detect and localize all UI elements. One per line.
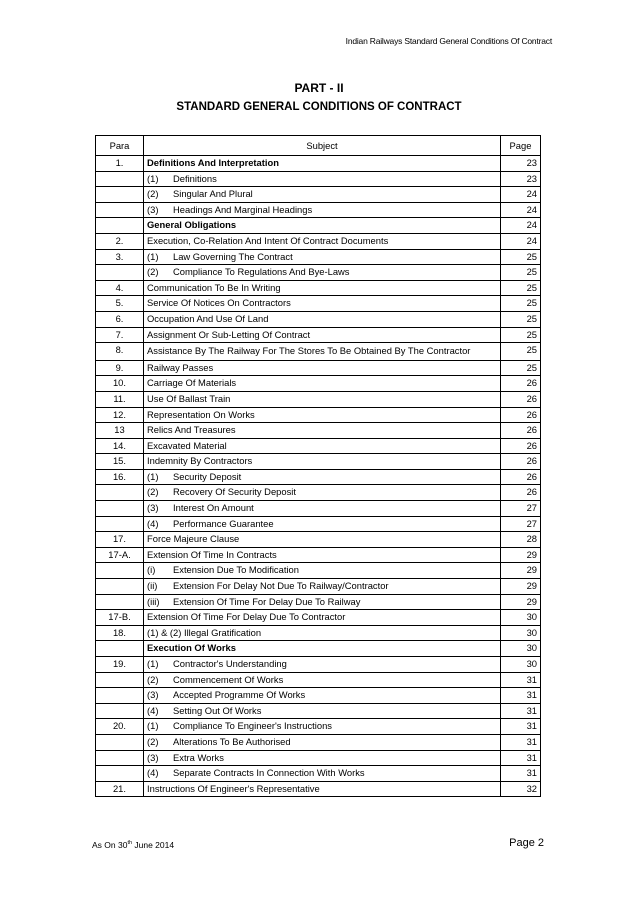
page-ref: 24 <box>501 202 541 218</box>
subject-text: Use Of Ballast Train <box>147 392 231 404</box>
subject-text: Law Governing The Contract <box>173 250 293 262</box>
sub-clause-label: (3) <box>147 751 159 763</box>
table-row <box>96 657 541 673</box>
sub-clause-label: (1) <box>147 172 159 184</box>
para-number: 8. <box>96 343 144 361</box>
subject-text: Security Deposit <box>173 470 242 482</box>
table-row <box>96 766 541 782</box>
para-number: 2. <box>96 233 144 249</box>
table-row <box>96 734 541 750</box>
subject-text: Alterations To Be Authorised <box>173 735 291 747</box>
subject-text: Performance Guarantee <box>173 517 274 529</box>
subject-text: Indemnity By Contractors <box>147 455 253 467</box>
subject-text: Accepted Programme Of Works <box>173 689 306 701</box>
table-row <box>96 171 541 187</box>
para-number: 17-B. <box>96 610 144 626</box>
page-ref: 31 <box>501 719 541 735</box>
subject-cell <box>144 454 501 470</box>
page-ref: 31 <box>501 750 541 766</box>
table-row <box>96 156 541 172</box>
para-number: 14. <box>96 438 144 454</box>
page-ref: 25 <box>501 327 541 343</box>
table-row <box>96 610 541 626</box>
table-row <box>96 249 541 265</box>
table-row <box>96 233 541 249</box>
subject-text: (1) & (2) Illegal Gratification <box>147 626 262 638</box>
page-ref: 25 <box>501 296 541 312</box>
sub-clause-label: (2) <box>147 188 159 200</box>
subject-cell <box>144 171 501 187</box>
table-row <box>96 311 541 327</box>
para-number <box>96 171 144 187</box>
subject-text: Separate Contracts In Connection With Works <box>173 767 365 779</box>
document-title: STANDARD GENERAL CONDITIONS OF CONTRACT <box>176 101 462 113</box>
para-number: 11. <box>96 391 144 407</box>
page-ref: 25 <box>501 360 541 376</box>
subject-cell <box>144 719 501 735</box>
page-ref: 25 <box>501 249 541 265</box>
table-header-row <box>96 136 541 156</box>
subject-cell <box>144 516 501 532</box>
subject-cell <box>144 407 501 423</box>
sub-clause-label: (1) <box>147 470 159 482</box>
page-ref: 30 <box>501 625 541 641</box>
sub-clause-label: (ii) <box>147 580 158 592</box>
para-number: 6. <box>96 311 144 327</box>
table-row <box>96 454 541 470</box>
table-row <box>96 594 541 610</box>
subject-text: Force Majeure Clause <box>147 533 240 545</box>
subject-text: Contractor's Understanding <box>173 658 287 669</box>
sub-clause-label: (3) <box>147 203 159 215</box>
para-number: 3. <box>96 249 144 265</box>
subject-cell <box>144 610 501 626</box>
table-row <box>96 327 541 343</box>
subject-text: Representation On Works <box>147 408 255 420</box>
part-title: PART - II <box>294 81 344 95</box>
page-ref: 29 <box>501 594 541 610</box>
page-ref: 32 <box>501 781 541 797</box>
table-row <box>96 563 541 579</box>
para-number <box>96 734 144 750</box>
para-number: 17. <box>96 532 144 548</box>
para-column-header: Para <box>96 136 144 156</box>
para-number: 21. <box>96 781 144 797</box>
table-row <box>96 218 541 234</box>
para-number <box>96 218 144 234</box>
subject-cell <box>144 265 501 281</box>
sub-clause-label: (2) <box>147 673 159 685</box>
subject-text: Recovery Of Security Deposit <box>173 486 296 498</box>
table-row <box>96 407 541 423</box>
page-ref: 31 <box>501 734 541 750</box>
table-row <box>96 501 541 517</box>
subject-cell <box>144 485 501 501</box>
subject-cell <box>144 672 501 688</box>
table-row <box>96 641 541 657</box>
para-number: 16. <box>96 469 144 485</box>
subject-text: General Obligations <box>147 219 237 231</box>
subject-cell <box>144 563 501 579</box>
subject-cell <box>144 343 501 361</box>
page-ref: 23 <box>501 171 541 187</box>
subject-text: Carriage Of Materials <box>147 377 237 389</box>
sub-clause-label: (1) <box>147 658 159 669</box>
subject-cell <box>144 594 501 610</box>
subject-text: Assignment Or Sub-Letting Of Contract <box>147 328 311 340</box>
page-ref: 23 <box>501 156 541 172</box>
subject-text: Extra Works <box>173 751 224 763</box>
para-number <box>96 187 144 203</box>
page-ref: 31 <box>501 688 541 704</box>
page-ref: 25 <box>501 280 541 296</box>
subject-text: Service Of Notices On Contractors <box>147 297 291 309</box>
page-ref: 25 <box>501 265 541 281</box>
subject-text: Execution Of Works <box>147 642 236 654</box>
para-number: 17-A. <box>96 547 144 563</box>
page-ref: 30 <box>501 657 541 673</box>
table-row <box>96 532 541 548</box>
subject-cell <box>144 734 501 750</box>
subject-text: Assistance By The Railway For The Stores To Be Obtained By The Contractor <box>147 345 471 357</box>
para-number <box>96 516 144 532</box>
page-ref: 27 <box>501 516 541 532</box>
table-row <box>96 391 541 407</box>
table-row <box>96 688 541 704</box>
para-number <box>96 202 144 218</box>
table-row <box>96 547 541 563</box>
table-row <box>96 781 541 797</box>
sub-clause-label: (iii) <box>147 595 160 607</box>
page-ref: 26 <box>501 485 541 501</box>
page-ref: 24 <box>501 233 541 249</box>
subject-cell <box>144 547 501 563</box>
subject-cell <box>144 688 501 704</box>
as-on-date: As On 30th June 2014 <box>92 840 175 850</box>
subject-text: Extension Of Time In Contracts <box>147 548 277 560</box>
subject-text: Instructions Of Engineer's Representative <box>147 782 320 794</box>
subject-text: Execution, Co-Relation And Intent Of Contract Documents <box>147 234 389 246</box>
subject-cell <box>144 360 501 376</box>
subject-cell <box>144 781 501 797</box>
para-number <box>96 750 144 766</box>
page-ref: 26 <box>501 407 541 423</box>
sub-clause-label: (3) <box>147 689 159 701</box>
subject-cell <box>144 218 501 234</box>
subject-text: Occupation And Use Of Land <box>147 312 269 324</box>
para-number <box>96 766 144 782</box>
table-row <box>96 296 541 312</box>
para-number <box>96 641 144 657</box>
table-row <box>96 438 541 454</box>
table-row <box>96 187 541 203</box>
subject-cell <box>144 249 501 265</box>
table-row <box>96 423 541 439</box>
page-ref: 24 <box>501 187 541 203</box>
table-row <box>96 719 541 735</box>
page-ref: 29 <box>501 547 541 563</box>
contents-table-body <box>96 156 541 797</box>
subject-text: Commencement Of Works <box>173 673 284 685</box>
subject-text: Relics And Treasures <box>147 424 236 436</box>
para-number: 9. <box>96 360 144 376</box>
sub-clause-label: (4) <box>147 517 159 529</box>
table-row <box>96 516 541 532</box>
page-ref: 26 <box>501 469 541 485</box>
sub-clause-label: (2) <box>147 266 159 278</box>
subject-cell <box>144 579 501 595</box>
para-number: 15. <box>96 454 144 470</box>
para-number: 5. <box>96 296 144 312</box>
table-row <box>96 202 541 218</box>
sub-clause-label: (4) <box>147 704 159 716</box>
subject-column-header: Subject <box>144 136 501 156</box>
subject-cell <box>144 532 501 548</box>
subject-cell <box>144 233 501 249</box>
subject-cell <box>144 423 501 439</box>
subject-text: Headings And Marginal Headings <box>173 203 313 215</box>
table-row <box>96 280 541 296</box>
page-ref: 26 <box>501 438 541 454</box>
subject-text: Communication To Be In Writing <box>147 281 281 293</box>
page-ref: 26 <box>501 454 541 470</box>
subject-cell <box>144 156 501 172</box>
page-number: Page 2 <box>509 837 544 849</box>
subject-text: Excavated Material <box>147 439 227 451</box>
subject-cell <box>144 202 501 218</box>
page-ref: 26 <box>501 376 541 392</box>
table-row <box>96 265 541 281</box>
sub-clause-label: (2) <box>147 486 159 498</box>
para-number: 4. <box>96 280 144 296</box>
contents-table <box>95 135 541 797</box>
para-number <box>96 594 144 610</box>
subject-text: Interest On Amount <box>173 502 254 514</box>
page-ref: 26 <box>501 391 541 407</box>
table-row <box>96 376 541 392</box>
subject-cell <box>144 766 501 782</box>
subject-text: Railway Passes <box>147 361 214 373</box>
para-number <box>96 265 144 281</box>
subject-text: Extension Due To Modification <box>173 564 299 576</box>
subject-cell <box>144 501 501 517</box>
sub-clause-label: (1) <box>147 250 159 262</box>
para-number: 20. <box>96 719 144 735</box>
table-row <box>96 343 541 361</box>
para-number <box>96 485 144 501</box>
subject-text: Compliance To Engineer's Instructions <box>173 720 332 732</box>
subject-cell <box>144 438 501 454</box>
subject-cell <box>144 469 501 485</box>
subject-cell <box>144 187 501 203</box>
subject-cell <box>144 327 501 343</box>
subject-text: Extension Of Time For Delay Due To Railway <box>173 595 361 607</box>
sub-clause-label: (2) <box>147 735 159 747</box>
sub-clause-label: (3) <box>147 502 159 514</box>
table-row <box>96 360 541 376</box>
sub-clause-label: (i) <box>147 564 156 576</box>
subject-cell <box>144 625 501 641</box>
page-ref: 26 <box>501 423 541 439</box>
para-number <box>96 703 144 719</box>
para-number: 1. <box>96 156 144 172</box>
subject-text: Singular And Plural <box>173 188 253 200</box>
subject-text: Setting Out Of Works <box>173 704 262 716</box>
page-column-header: Page <box>501 136 541 156</box>
subject-cell <box>144 296 501 312</box>
subject-text: Definitions <box>173 172 217 184</box>
sub-clause-label: (1) <box>147 720 159 732</box>
subject-cell <box>144 657 501 673</box>
subject-text: Extension Of Time For Delay Due To Contractor <box>147 611 346 623</box>
subject-cell <box>144 750 501 766</box>
subject-cell <box>144 311 501 327</box>
para-number: 18. <box>96 625 144 641</box>
running-header: Indian Railways Standard General Conditions Of Contract <box>345 36 552 46</box>
table-row <box>96 750 541 766</box>
table-row <box>96 703 541 719</box>
para-number: 10. <box>96 376 144 392</box>
page-ref: 31 <box>501 703 541 719</box>
page-ref: 30 <box>501 610 541 626</box>
subject-cell <box>144 703 501 719</box>
page-ref: 29 <box>501 579 541 595</box>
page-ref: 31 <box>501 766 541 782</box>
subject-cell <box>144 641 501 657</box>
page-ref: 30 <box>501 641 541 657</box>
table-row <box>96 625 541 641</box>
para-number <box>96 688 144 704</box>
para-number: 13 <box>96 423 144 439</box>
subject-cell <box>144 280 501 296</box>
page-ref: 25 <box>501 343 541 361</box>
para-number: 7. <box>96 327 144 343</box>
para-number <box>96 672 144 688</box>
subject-cell <box>144 391 501 407</box>
page-ref: 25 <box>501 311 541 327</box>
page-ref: 24 <box>501 218 541 234</box>
sub-clause-label: (4) <box>147 767 159 779</box>
page-ref: 27 <box>501 501 541 517</box>
para-number: 12. <box>96 407 144 423</box>
subject-cell <box>144 376 501 392</box>
subject-text: Compliance To Regulations And Bye-Laws <box>173 266 350 278</box>
para-number: 19. <box>96 657 144 673</box>
table-row <box>96 579 541 595</box>
page-ref: 29 <box>501 563 541 579</box>
page-ref: 31 <box>501 672 541 688</box>
para-number <box>96 563 144 579</box>
table-row <box>96 485 541 501</box>
subject-text: Extension For Delay Not Due To Railway/Contractor <box>173 580 389 592</box>
table-row <box>96 672 541 688</box>
table-row <box>96 469 541 485</box>
page-ref: 28 <box>501 532 541 548</box>
para-number <box>96 501 144 517</box>
para-number <box>96 579 144 595</box>
subject-text: Definitions And Interpretation <box>147 157 279 168</box>
